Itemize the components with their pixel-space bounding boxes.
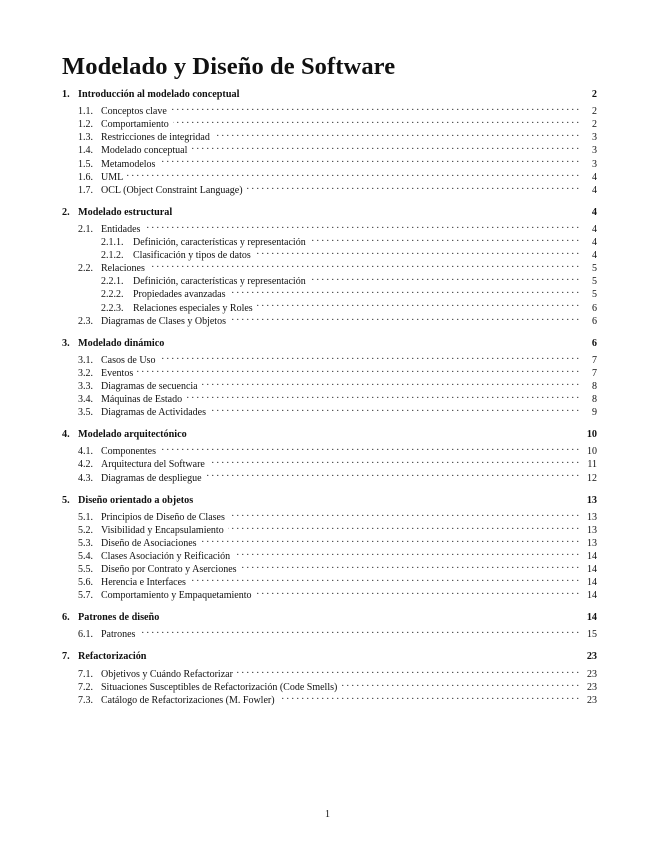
- toc-entry-number: 5.5.: [78, 564, 93, 576]
- toc-entry-number: 3.: [62, 337, 70, 349]
- toc-entry-title: Visibilidad y Encapsulamiento: [101, 524, 224, 536]
- toc-entry-number: 1.2.: [78, 119, 93, 131]
- toc-entry-title: Refactorización: [78, 651, 147, 663]
- toc-entry-number: 5.7.: [78, 590, 93, 602]
- toc-subsection[interactable]: [62, 350, 597, 366]
- dot-leader: [159, 153, 579, 166]
- toc-entry-title: Patrones: [101, 629, 136, 641]
- toc-entry-page: 13: [586, 494, 597, 506]
- toc-entry-number: 5.: [62, 494, 70, 506]
- toc-entry-number: 3.4.: [78, 394, 93, 406]
- toc-section: [62, 337, 597, 419]
- toc-entry-page: 8: [592, 394, 597, 406]
- toc-entry-page: 11: [587, 459, 597, 471]
- toc-entry-page: 23: [587, 681, 597, 693]
- toc-subsubsection[interactable]: [62, 232, 597, 249]
- toc-entry-title: Diseño de Asociaciones: [101, 537, 197, 549]
- toc-entry-number: 3.2.: [78, 367, 93, 379]
- dot-leader: [247, 180, 579, 193]
- toc-entry-page: 13: [587, 524, 597, 536]
- toc-entry-number: 2.2.1.: [101, 276, 124, 288]
- dot-leader: [173, 114, 579, 127]
- toc-section-heading[interactable]: [62, 428, 597, 441]
- toc-entry-page: 10: [587, 446, 597, 458]
- toc-entry-title: Principios de Diseño de Clases: [101, 511, 225, 523]
- toc-entry-page: 8: [592, 380, 597, 392]
- toc-entry-number: 1.5.: [78, 158, 93, 170]
- toc-entry-title: Eventos: [101, 367, 134, 379]
- toc-entry-title: OCL (Object Constraint Language): [101, 184, 243, 196]
- toc-entry-title: Situaciones Susceptibles de Refactorización (Code Smells): [101, 681, 338, 693]
- toc-section: [62, 206, 597, 327]
- toc-entry-title: Modelado conceptual: [101, 145, 188, 157]
- toc-entry-title: Conceptos clave: [101, 106, 167, 118]
- toc-entry-number: 3.5.: [78, 407, 93, 419]
- toc-entry-title: Modelado estructural: [78, 206, 173, 218]
- toc-entry-page: 6: [592, 302, 597, 314]
- toc-entry-page: 10: [586, 429, 597, 441]
- toc-entry-title: Componentes: [101, 446, 156, 458]
- toc-entry-page: 15: [587, 629, 597, 641]
- toc-entry-page: 14: [587, 551, 597, 562]
- toc-entry-page: 6: [592, 315, 597, 327]
- dot-leader: [341, 677, 579, 690]
- table-of-contents: [62, 88, 597, 716]
- toc-entry-page: 13: [587, 537, 597, 549]
- page-title: Modelado y Diseño de Software: [62, 53, 396, 80]
- toc-entry-title: Diagramas de Clases y Objetos: [101, 315, 226, 327]
- toc-entry-number: 4.: [62, 429, 70, 441]
- toc-entry-number: 2.2.: [78, 263, 93, 275]
- toc-entry-number: 4.2.: [78, 459, 93, 471]
- toc-entry-page: 23: [587, 668, 597, 680]
- toc-section-heading[interactable]: [62, 650, 597, 663]
- dot-leader: [137, 363, 579, 376]
- toc-entry-page: 13: [587, 511, 597, 523]
- dot-leader: [186, 389, 579, 402]
- dot-leader: [228, 520, 579, 533]
- toc-entry-number: 6.1.: [78, 629, 93, 641]
- toc-entry-title: Comportamiento: [101, 119, 169, 131]
- toc-section: [62, 611, 597, 641]
- toc-entry-page: 2: [591, 89, 597, 100]
- dot-leader: [279, 690, 579, 703]
- toc-subsection[interactable]: [62, 441, 597, 458]
- dot-leader: [230, 311, 579, 324]
- toc-section-heading[interactable]: [62, 611, 597, 624]
- toc-subsection[interactable]: [62, 363, 597, 379]
- toc-entry-title: Diagramas de secuencia: [101, 380, 198, 392]
- toc-entry-number: 3.1.: [78, 354, 93, 366]
- dot-leader: [202, 376, 579, 389]
- toc-entry-title: Metamodelos: [101, 158, 156, 170]
- toc-entry-number: 5.1.: [78, 511, 93, 523]
- toc-entry-title: Modelado arquitectónico: [78, 429, 187, 441]
- dot-leader: [255, 245, 579, 258]
- toc-entry-title: Patrones de diseño: [78, 612, 160, 624]
- dot-leader: [191, 140, 579, 153]
- toc-entry-number: 4.3.: [78, 472, 93, 484]
- dot-leader: [160, 441, 579, 454]
- toc-entry-title: Propiedades avanzadas: [133, 289, 226, 301]
- dot-leader: [257, 297, 579, 310]
- toc-entry-number: 2.1.: [78, 223, 93, 235]
- toc-entry-title: Diagramas de despliegue: [101, 472, 202, 484]
- toc-entry-title: Diseño orientado a objetos: [78, 494, 194, 506]
- dot-leader: [159, 350, 579, 363]
- dot-leader: [201, 533, 579, 546]
- toc-entry-page: 14: [586, 612, 597, 624]
- toc-entry-number: 7.: [62, 651, 70, 663]
- dot-leader: [144, 219, 579, 232]
- dot-leader: [139, 624, 579, 637]
- toc-entry-page: 2: [592, 119, 597, 131]
- toc-entry-page: 4: [592, 237, 597, 249]
- toc-subsection[interactable]: [62, 167, 597, 183]
- toc-entry-page: 5: [592, 263, 597, 275]
- toc-subsection[interactable]: [62, 664, 597, 680]
- toc-entry-number: 7.3.: [78, 694, 93, 706]
- dot-leader: [310, 271, 579, 284]
- toc-entry-title: Relaciones especiales y Roles: [133, 302, 253, 314]
- toc-section: [62, 88, 597, 196]
- toc-entry-title: Definición, características y representación: [133, 276, 306, 288]
- toc-entry-page: 12: [587, 472, 597, 484]
- toc-entry-page: 3: [592, 132, 597, 144]
- toc-section-heading[interactable]: [62, 494, 597, 507]
- toc-section: [62, 494, 597, 602]
- dot-leader: [190, 572, 579, 585]
- toc-subsection[interactable]: [62, 180, 597, 196]
- toc-entry-page: 14: [587, 564, 597, 576]
- dot-leader: [229, 507, 579, 520]
- toc-entry-title: Herencia e Interfaces: [101, 577, 186, 589]
- toc-subsection[interactable]: [62, 507, 597, 523]
- footer-page-number: 1: [325, 809, 330, 820]
- toc-entry-title: Clasificación y tipos de datos: [133, 250, 251, 262]
- toc-entry-page: 4: [592, 223, 597, 235]
- toc-entry-page: 5: [592, 276, 597, 288]
- toc-section-heading[interactable]: [62, 88, 597, 101]
- dot-leader: [127, 167, 579, 180]
- dot-leader: [209, 454, 579, 467]
- toc-entry-title: Comportamiento y Empaquetamiento: [101, 590, 252, 602]
- toc-entry-title: Restricciones de integridad: [101, 132, 210, 144]
- toc-entry-page: 23: [587, 694, 597, 706]
- toc-entry-number: 1.4.: [78, 145, 93, 157]
- dot-leader: [214, 127, 579, 140]
- toc-entry-number: 2.1.2.: [101, 250, 124, 262]
- toc-entry-title: Máquinas de Estado: [101, 394, 183, 406]
- toc-section: [62, 428, 597, 484]
- dot-leader: [210, 402, 579, 415]
- dot-leader: [310, 232, 579, 245]
- toc-entry-number: 3.3.: [78, 380, 93, 392]
- toc-entry-page: 23: [586, 651, 597, 663]
- toc-entry-number: 5.2.: [78, 524, 93, 536]
- toc-entry-title: Catálogo de Refactorizaciones (M. Fowler): [101, 694, 275, 706]
- dot-leader: [256, 585, 579, 598]
- dot-leader: [149, 258, 579, 271]
- dot-leader: [229, 284, 579, 297]
- toc-entry-page: 4: [592, 250, 597, 262]
- toc-entry-number: 5.6.: [78, 577, 93, 589]
- toc-section: [62, 650, 597, 706]
- dot-leader: [241, 559, 579, 572]
- toc-entry-number: 2.2.3.: [101, 302, 124, 314]
- toc-entry-page: 14: [587, 577, 597, 589]
- dot-leader: [237, 664, 579, 677]
- toc-subsection[interactable]: [62, 101, 597, 118]
- dot-leader: [234, 546, 579, 559]
- toc-entry-number: 1.3.: [78, 132, 93, 144]
- toc-subsection[interactable]: [62, 376, 597, 392]
- dot-leader: [171, 101, 579, 114]
- toc-entry-title: UML: [101, 171, 124, 183]
- toc-entry-page: 2: [592, 106, 597, 118]
- dot-leader: [206, 467, 579, 480]
- toc-entry-number: 1.7.: [78, 184, 93, 196]
- toc-entry-title: Arquitectura del Software: [101, 459, 205, 471]
- toc-entry-page: 3: [592, 145, 597, 157]
- toc-entry-title: Diagramas de Actividades: [101, 407, 206, 419]
- toc-section-heading[interactable]: [62, 206, 597, 219]
- toc-entry-title: Definición, características y representación: [133, 237, 306, 249]
- toc-entry-title: Diseño por Contrato y Aserciones: [101, 564, 237, 576]
- toc-entry-title: Introducción al modelado conceptual: [78, 89, 240, 100]
- toc-entry-number: 2.: [62, 206, 70, 218]
- toc-entry-page: 4: [591, 206, 597, 218]
- toc-entry-number: 5.4.: [78, 551, 93, 562]
- toc-entry-number: 1.6.: [78, 171, 93, 183]
- toc-entry-page: 7: [592, 354, 597, 366]
- toc-entry-title: Clases Asociación y Reificación: [101, 551, 231, 562]
- toc-entry-page: 4: [592, 171, 597, 183]
- toc-entry-number: 4.1.: [78, 446, 93, 458]
- toc-subsection[interactable]: [62, 219, 597, 235]
- toc-entry-page: 6: [591, 337, 597, 349]
- toc-entry-title: Objetivos y Cuándo Refactorizar: [101, 668, 233, 680]
- toc-entry-page: 14: [587, 590, 597, 602]
- toc-entry-page: 4: [592, 184, 597, 196]
- toc-entry-title: Relaciones: [101, 263, 145, 275]
- toc-entry-title: Entidades: [101, 223, 141, 235]
- toc-entry-title: Modelado dinámico: [78, 337, 165, 349]
- toc-entry-number: 5.3.: [78, 537, 93, 549]
- toc-entry-number: 7.2.: [78, 681, 93, 693]
- toc-entry-page: 3: [592, 158, 597, 170]
- toc-entry-page: 7: [592, 367, 597, 379]
- toc-entry-page: 5: [592, 289, 597, 301]
- toc-entry-number: 7.1.: [78, 668, 93, 680]
- toc-entry-number: 1.1.: [78, 106, 93, 118]
- toc-entry-number: 2.1.1.: [101, 237, 124, 249]
- toc-section-heading[interactable]: [62, 337, 597, 350]
- toc-entry-page: 9: [592, 407, 597, 419]
- toc-entry-number: 2.2.2.: [101, 289, 124, 301]
- toc-entry-number: 2.3.: [78, 315, 93, 327]
- toc-subsection[interactable]: [62, 624, 597, 641]
- toc-entry-number: 6.: [62, 612, 70, 624]
- toc-entry-title: Casos de Uso: [101, 354, 156, 366]
- toc-entry-number: 1.: [62, 89, 70, 100]
